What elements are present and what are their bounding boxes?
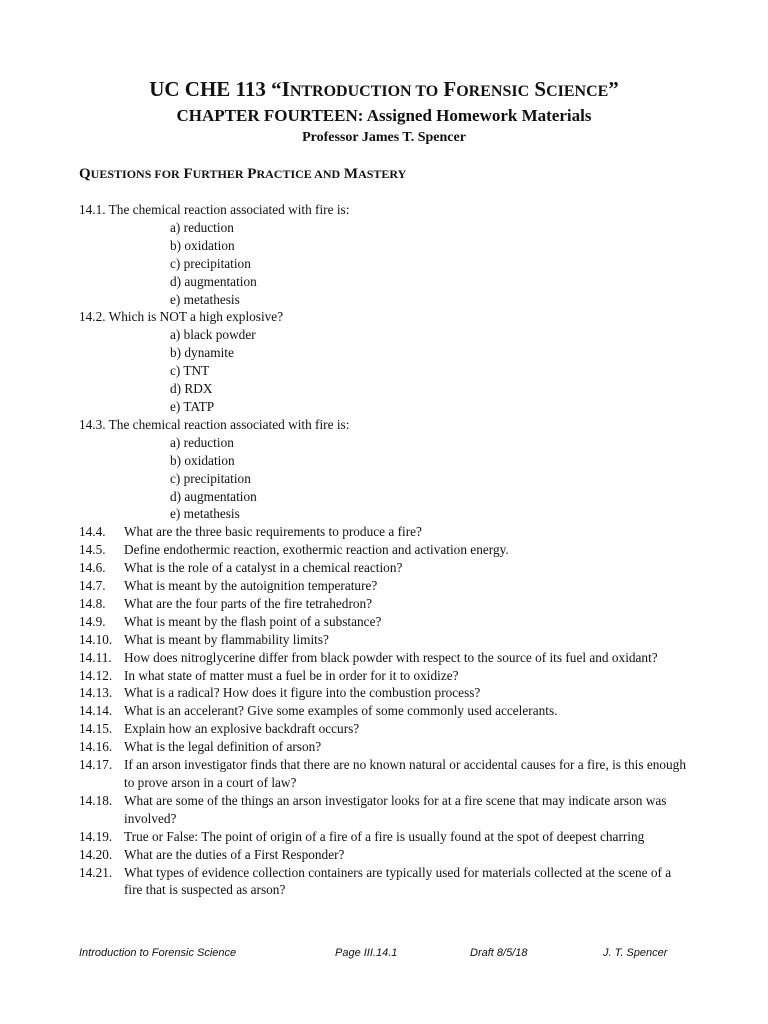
footer-draft-date: Draft 8/5/18 [470,947,528,959]
heading-part: RACTICE AND [256,167,341,181]
answer-option: e) TATP [170,398,215,414]
open-question [79,523,689,541]
open-question [79,649,689,667]
question-list [79,201,689,899]
mc-question: 14.2. Which is NOT a high explosive? [79,309,284,325]
question-number: 14.9. [79,613,106,629]
open-question [79,828,689,846]
answer-option: b) oxidation [170,452,235,468]
answer-option: e) metathesis [170,506,240,522]
open-question [79,720,689,738]
heading-part: F [179,166,193,182]
question-number: 14.11. [79,649,112,665]
question-number: 14.10. [79,631,113,647]
question-text: What are some of the things an arson investigator looks for at a fire scene that may indicate arson was involved? [124,792,667,826]
question-number: 14.8. [79,595,106,611]
question-number: 14.12. [79,667,113,683]
open-question [79,846,689,864]
title-part: ORENSIC [456,83,530,100]
question-number: 14.13. [79,685,113,701]
open-question [79,756,689,792]
question-text: How does nitroglycerine differ from black powder with respect to the source of its fuel and oxidant? [124,649,658,665]
open-question [79,541,689,559]
question-text: Explain how an explosive backdraft occurs? [124,721,360,737]
question-text: What types of evidence collection containers are typically used for materials collected at the scene of a fire that is suspected as arson? [124,864,672,898]
open-question [79,738,689,756]
footer-course: Introduction to Forensic Science [79,947,237,959]
chapter-subtitle: CHAPTER FOURTEEN: Assigned Homework Materials [176,106,592,125]
open-question [79,684,689,702]
answer-option: a) reduction [170,219,234,235]
open-question [79,631,689,649]
question-number: 14.17. [79,757,113,773]
heading-part: M [340,166,359,182]
open-question [79,702,689,720]
answer-option: a) black powder [170,327,256,343]
question-number: 14.7. [79,578,106,594]
question-text: What is a radical? How does it figure into the combustion process? [124,685,481,701]
question-text: What is the legal definition of arson? [124,739,322,755]
question-text: In what state of matter must a fuel be in order for it to oxidize? [124,667,459,683]
mc-question: 14.1. The chemical reaction associated with fire is: [79,202,350,217]
open-question [79,864,689,900]
question-number: 14.6. [79,560,106,576]
question-number: 14.18. [79,792,113,808]
heading-part: URTHER [192,167,244,181]
question-text: What are the four parts of the fire tetrahedron? [124,595,373,611]
question-number: 14.20. [79,846,113,862]
course-title [0,76,768,105]
title-part: ” [608,77,619,101]
title-part: S [529,77,547,101]
question-text: True or False: The point of origin of a fire of a fire is usually found at the spot of deepest charring [124,828,645,844]
footer-page-number: Page III.14.1 [335,947,398,959]
question-text: What is the role of a catalyst in a chemical reaction? [124,560,403,576]
answer-option: d) augmentation [170,273,257,289]
heading-part: Q [79,166,91,182]
question-number: 14.5. [79,542,106,558]
question-number: 14.14. [79,703,113,719]
footer-author: J. T. Spencer [603,947,668,959]
question-text: What is meant by the autoignition temperature? [124,578,378,594]
open-question [79,577,689,595]
question-text: What are the duties of a First Responder? [124,846,345,862]
question-text: What is meant by the flash point of a substance? [124,613,382,629]
question-text: What is meant by flammability limits? [124,631,329,647]
open-question [79,595,689,613]
answer-option: d) augmentation [170,488,257,504]
professor-name: Professor James T. Spencer [302,130,466,145]
page-footer [79,947,689,963]
question-text: If an arson investigator finds that there are no known natural or accidental causes for a fire, is this enough to prove arson in a court of law? [124,757,686,790]
heading-part: UESTIONS FOR [90,167,180,181]
answer-option: c) precipitation [170,255,251,271]
open-question [79,613,689,631]
open-question [79,792,689,828]
document-header [0,76,768,148]
question-number: 14.16. [79,739,113,755]
question-text: What is an accelerant? Give some examples of some commonly used accelerants. [124,703,558,719]
question-number: 14.19. [79,828,113,844]
question-text: Define endothermic reaction, exothermic reaction and activation energy. [124,542,509,558]
heading-part: P [243,166,257,182]
question-number: 14.4. [79,524,106,540]
open-question [79,667,689,685]
answer-option: b) oxidation [170,237,235,253]
open-question [79,559,689,577]
answer-option: a) reduction [170,434,234,450]
section-heading [79,164,406,184]
heading-part: ASTERY [358,167,407,181]
title-part: CIENCE [546,83,609,100]
answer-option: b) dynamite [170,345,234,361]
answer-option: e) metathesis [170,291,240,307]
answer-option: c) TNT [170,363,210,379]
answer-option: d) RDX [170,381,213,397]
title-part: UC CHE 113 “I [149,77,290,101]
question-text: What are the three basic requirements to produce a fire? [124,524,422,540]
mc-question: 14.3. The chemical reaction associated with fire is: [79,416,350,432]
answer-option: c) precipitation [170,470,251,486]
question-number: 14.15. [79,721,113,737]
title-part: NTRODUCTION TO [289,83,439,100]
question-number: 14.21. [79,864,113,880]
title-part: F [438,77,457,101]
